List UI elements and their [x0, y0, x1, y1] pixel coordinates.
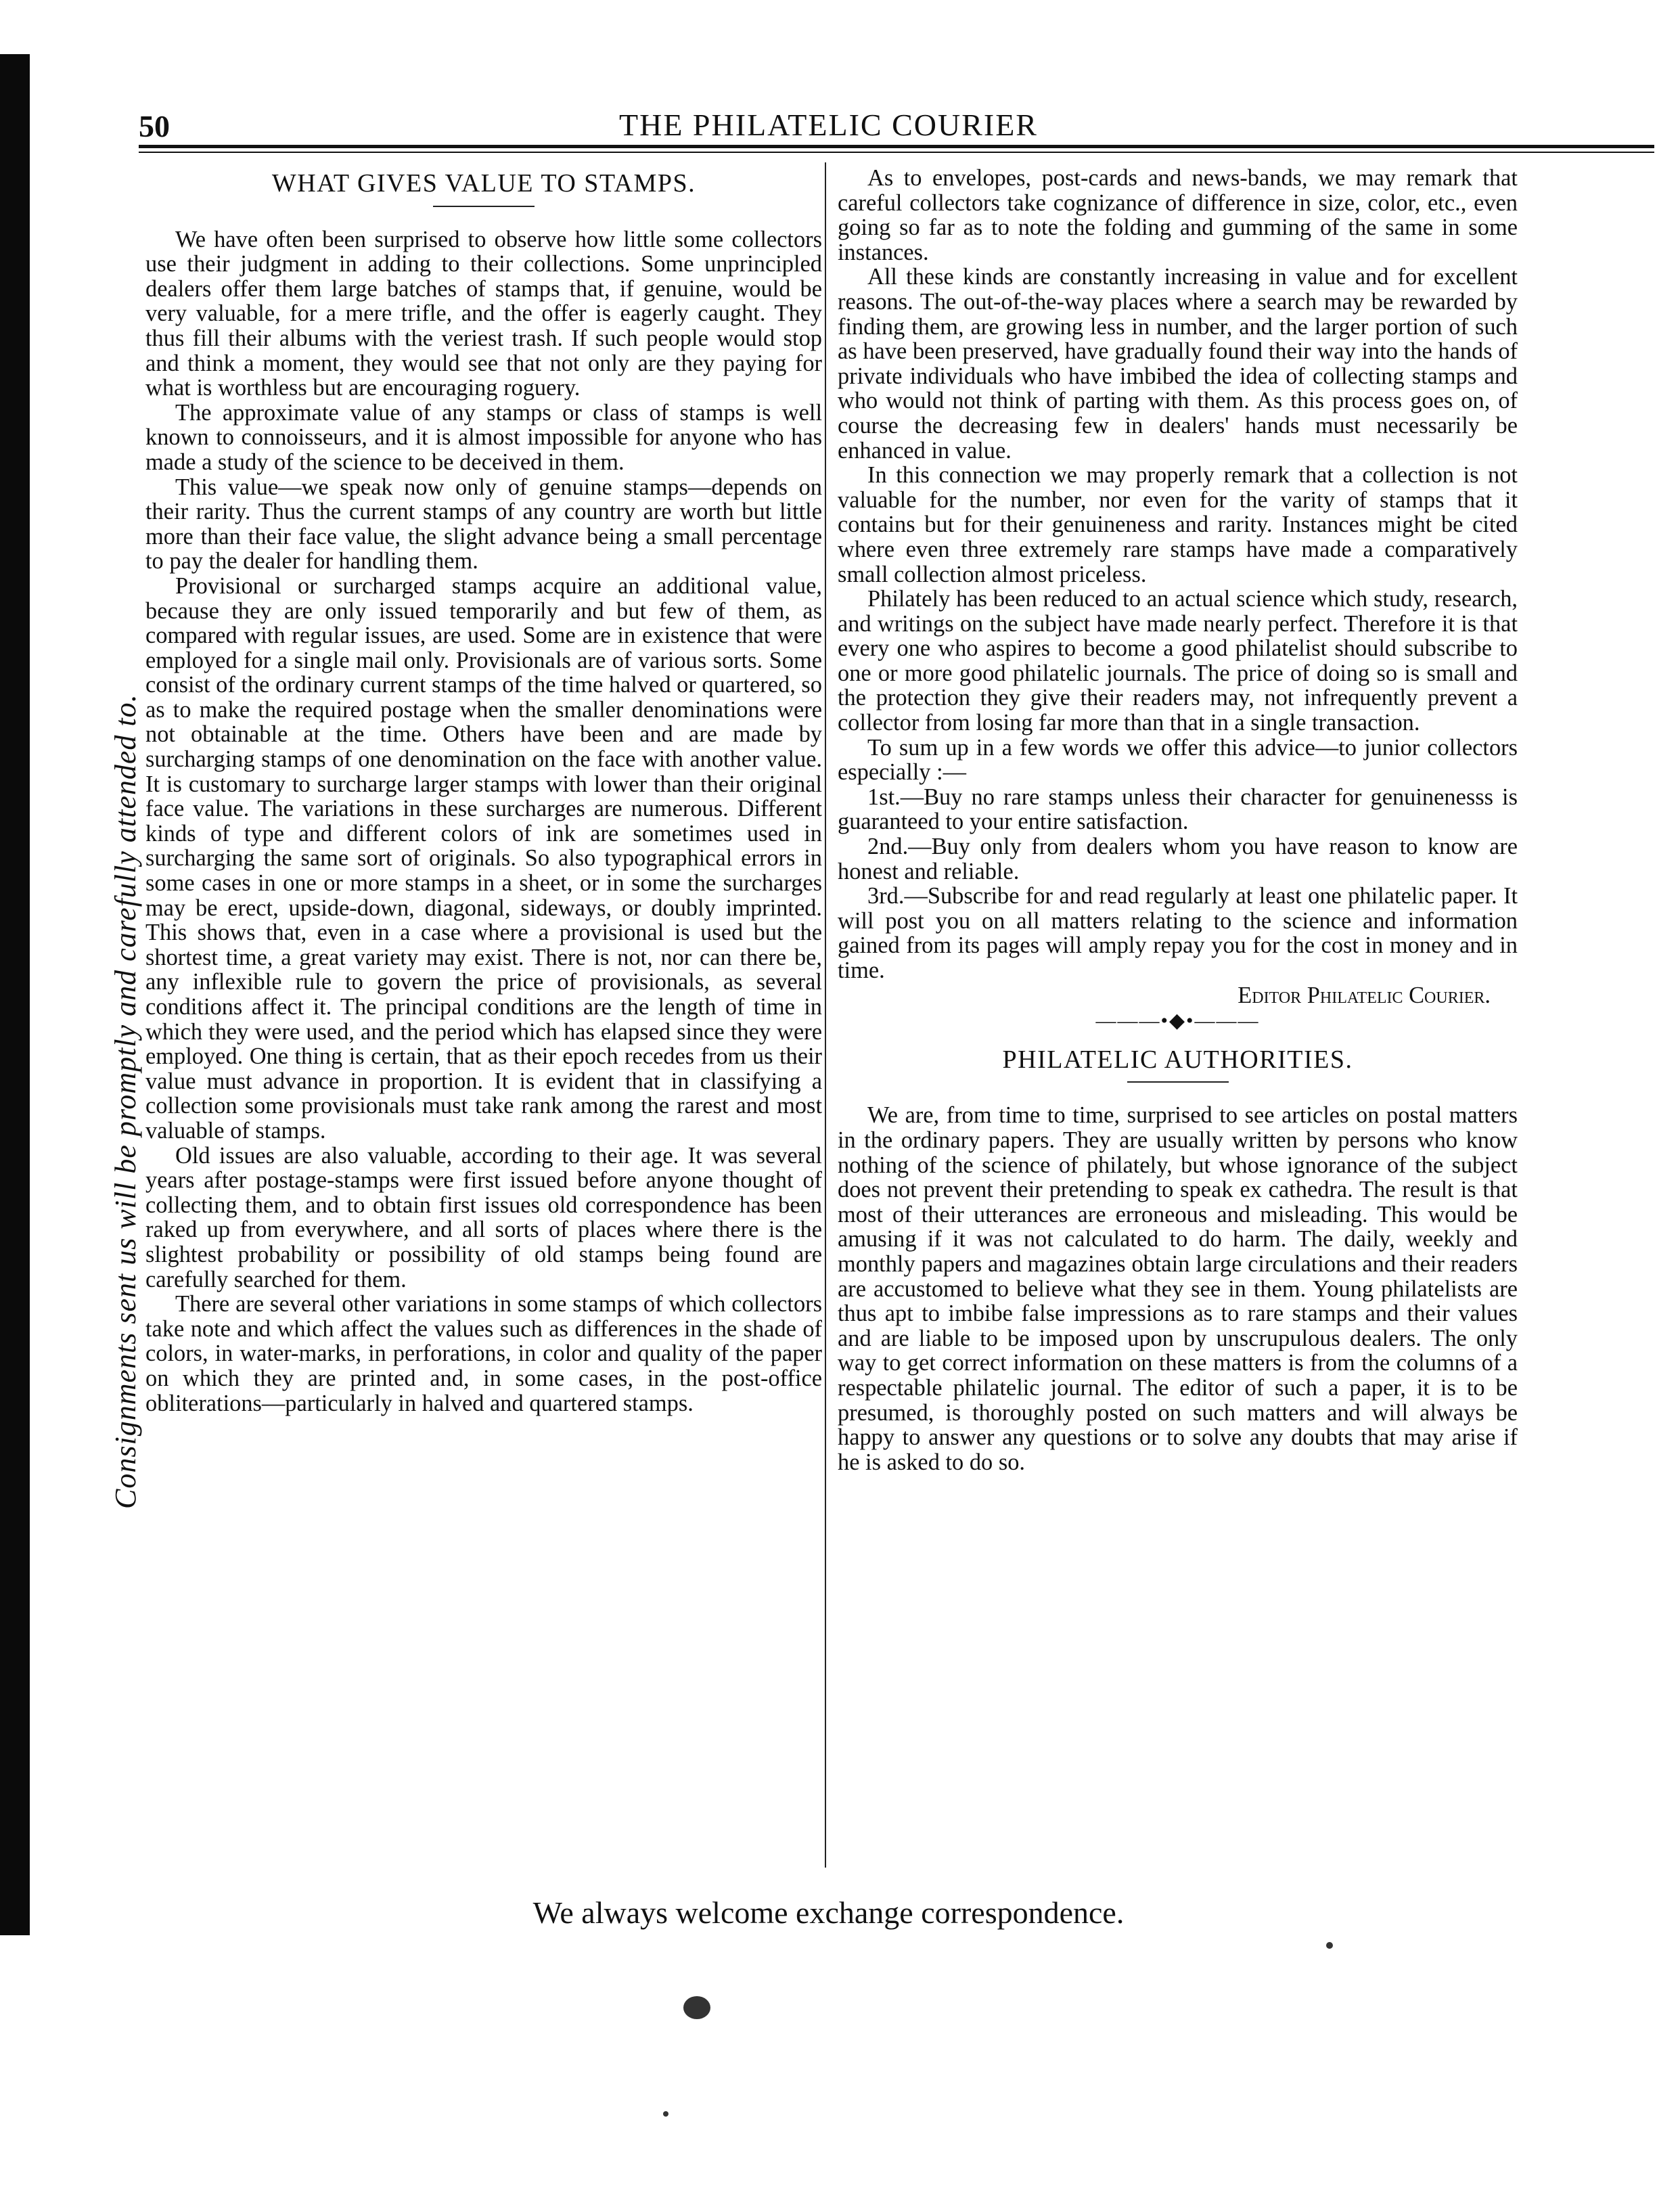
title-rule — [433, 206, 535, 207]
paragraph: To sum up in a few words we offer this advice—to junior collectors especially :— — [838, 734, 1518, 786]
article-title: PHILATELIC AUTHORITIES. — [1002, 1045, 1353, 1074]
editor-signature: Editor Philatelic Courier. — [1238, 982, 1491, 1008]
right-column — [838, 166, 1518, 1474]
left-column — [145, 166, 822, 1416]
paragraph: 3rd.—Subscribe for and read regularly at least one philatelic paper. It will post you on all matters relating to the science and information gained from its pages will amply repay you for the cost in money and in time. — [838, 883, 1518, 983]
side-note: Consignments sent us will be promptly and carefully attended to. — [109, 694, 142, 1509]
header-rule — [139, 145, 1654, 148]
paragraph: 2nd.—Buy only from dealers whom you have reason to know are honest and reliable. — [838, 834, 1518, 884]
paragraph: We are, from time to time, surprised to see articles on postal matters in the ordinary papers. They are usually written by persons who know nothing of the science of philately, but whose ignorance of the subject does not prevent their pretending to speak ex cathedra. The result is that most of their utterances are erroneous and misleading. This would be amusing if it was not calculated to do harm. The daily, weekly and monthly papers and magazines obtain large circulations and their readers are accustomed to believe what they see in them. Young philatelists are thus apt to imbibe false impressions as to rare stamps and their values and are liable to be imposed upon by unscrupulous dealers. The only way to get correct information on these matters is from the columns of a respectable philatelic journal. The editor of such a paper, it is to be presumed, is thoroughly posted on such matters and will always be happy to answer any questions or to solve any doubts that may arise if he is asked to do so. — [838, 1102, 1518, 1475]
paragraph: There are several other variations in some stamps of which collectors take note and which affect the values such as differences in the shade of colors, in water-marks, in perforations, in color and quality of the paper on which they are printed and, in some cases, in the post-office obliterations—particularly in halved and quartered stamps. — [145, 1291, 822, 1416]
paragraph: 1st.—Buy no rare stamps unless their character for genuinenesss is guaranteed to your entire satisfaction. — [838, 784, 1518, 835]
paragraph: Old issues are also valuable, according to their age. It was several years after postage-stamps were first issued before anyone thought of collecting them, and to obtain first issues old correspondence has been raked up from everywhere, and all sorts of places where there is the slightest probability or possibility of old stamps being found are carefully searched for them. — [145, 1142, 822, 1292]
scan-speck — [683, 1996, 710, 2019]
page-number: 50 — [139, 109, 170, 143]
paragraph: The approximate value of any stamps or class of stamps is well known to connoisseurs, and it is almost impossible for anyone who has made a study of the science to be deceived in them. — [145, 399, 822, 475]
paragraph: We have often been surprised to observe how little some collectors use their judgment in adding to their collections. Some unprincipled dealers offer them large batches of stamps that, if genuine, would be very valuable, for a mere trifle, and the offer is eagerly caught. They thus fill their albums with the veriest trash. If such people would stop and think a moment, they would see that not only are they paying for what is worthless but are encouraging roguery. — [145, 226, 822, 401]
title-rule — [1127, 1081, 1229, 1083]
footer-note: We always welcome exchange correspondence. — [532, 1895, 1125, 1930]
paragraph: All these kinds are constantly increasing in value and for excellent reasons. The out-of-the-way places where a search may be rewarded by finding them, are growing less in number, and the larger portion of such as have been preserved, have gradually found their way into the hands of private individuals who have imbibed the idea of collecting stamps and who would not think of parting with them. As this process goes on, of course the decreasing few in dealers' hands must necessarily be enhanced in value. — [838, 264, 1518, 464]
scan-speck — [1326, 1942, 1333, 1949]
column-divider — [825, 162, 826, 1868]
paragraph: This value—we speak now only of genuine stamps—depends on their rarity. Thus the current stamps of any country are worth but little more than their face value, the slight advance being a small percentage to pay the dealer for handling them. — [145, 474, 822, 574]
masthead: THE PHILATELIC COURIER — [619, 108, 1038, 142]
paragraph: In this connection we may properly remark that a collection is not valuable for the number, nor even for the varity of stamps that it contains but for their genuineness and rarity. Instances might be cited where even three extremely rare stamps have made a comparatively small collection almost priceless. — [838, 462, 1518, 587]
ornament-divider: ———•◆•——— — [1095, 1010, 1260, 1033]
article-title: WHAT GIVES VALUE TO STAMPS. — [271, 169, 696, 198]
scan-speck — [663, 2111, 668, 2117]
paragraph: Provisional or surcharged stamps acquire an additional value, because they are only issued temporarily and but few of them, as compared with regular issues, are used. Some are in existence that were employed for a single mail only. Provisionals are of various sorts. Some consist of the ordinary current stamps of the time halved or quartered, so as to make the required postage when the smaller denominations were not obtainable at the time. Others have been and are made by surcharging stamps of one denomination on the face with another value. It is customary to surcharge larger stamps with lower than their original face value. The variations in these surcharges are numerous. Different kinds of type and different colors of ink are sometimes used in surcharging the same sort of originals. So also typographical errors in some cases in one or more stamps in a sheet, or in some the surcharges may be erect, upside-down, diagonal, sideways, or doubly imprinted. This shows that, even in a case where a provisional is used but the shortest time, a great variety may exist. There is not, nor can there be, any inflexible rule to govern the price of provisionals, as several conditions affect it. The principal conditions are the length of time in which they were used, and the period which has elapsed since they were employed. One thing is certain, that as their epoch recedes from us their value must advance in proportion. It is evident that in classifying a collection some provisionals must take rank among the rarest and most valuable of stamps. — [145, 572, 822, 1144]
paragraph: Philately has been reduced to an actual science which study, research, and writings on the subject have made nearly perfect. Therefore it is that every one who aspires to become a good philatelist should subscribe to one or more good philatelic journals. The price of doing so is small and the protection they give their readers may, not infrequently prevent a collector from losing far more than that in a single transaction. — [838, 586, 1518, 736]
scan-edge-bar — [0, 54, 30, 1935]
paragraph: As to envelopes, post-cards and news-bands, we may remark that careful collectors take cognizance of difference in size, color, etc., even going so far as to note the folding and gumming of the same in some instances. — [838, 165, 1518, 265]
header-rule-thin — [139, 152, 1654, 153]
